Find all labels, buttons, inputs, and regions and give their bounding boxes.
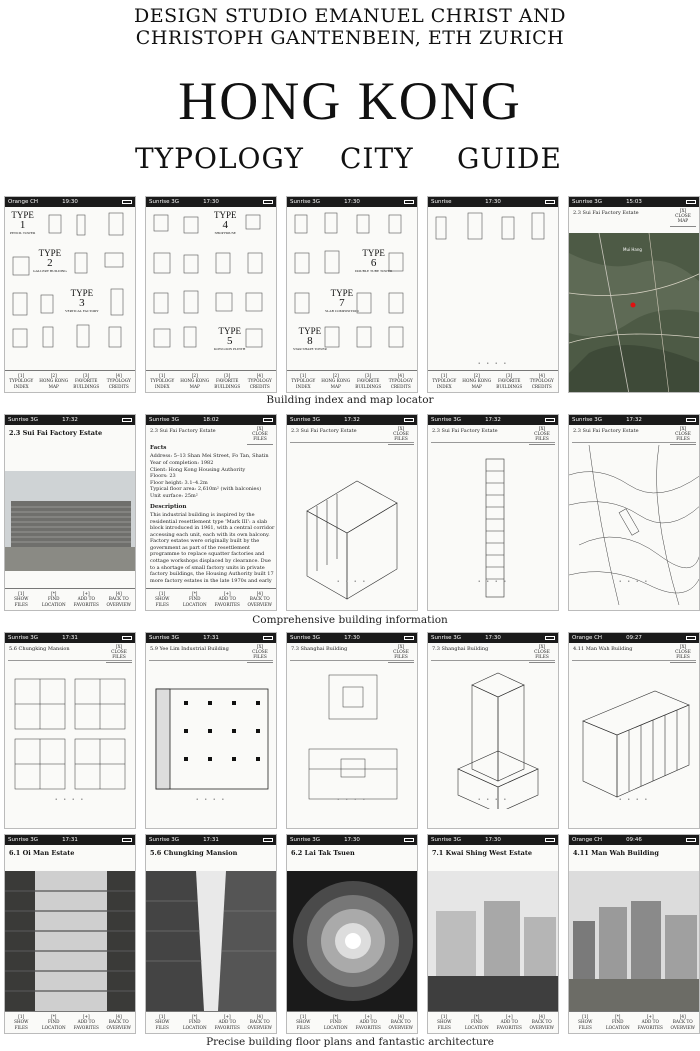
screen-title: 7.1 Kwai Shing West Estate xyxy=(432,849,532,857)
screen-title: 4.11 Man Wah Building xyxy=(573,646,633,652)
page-dots[interactable]: • • • • xyxy=(618,579,650,585)
tab-add-to-favorites[interactable]: [+] ADD TO FAVORITES xyxy=(637,1014,663,1030)
divider xyxy=(572,442,696,443)
phone-section-drawing xyxy=(427,414,559,611)
tab-hong-kong-map[interactable]: [2] HONG KONG MAP xyxy=(180,373,210,389)
close-files-button[interactable]: [X] CLOSE FILES xyxy=(247,645,273,663)
battery-icon xyxy=(263,636,273,640)
battery-icon xyxy=(686,200,696,204)
tab-favorite-buildings[interactable]: [3] FAVORITE BUILDINGS xyxy=(355,373,382,389)
battery-icon xyxy=(686,418,696,422)
tab-bar xyxy=(5,1011,135,1033)
battery-icon xyxy=(404,838,414,842)
phone-photo-oi-man xyxy=(4,834,136,1034)
type-label[interactable]: TYPE 2 GALLERY BUILDING xyxy=(33,248,67,273)
battery-icon xyxy=(545,838,555,842)
tab-back-to-overview[interactable]: [4] BACK TO OVERVIEW xyxy=(106,591,131,607)
screen-title: 6.1 Oi Man Estate xyxy=(9,849,75,857)
status-bar: Sunrise 3G 17:30 xyxy=(428,633,558,643)
tab-hong-kong-map[interactable]: [2] HONG KONG MAP xyxy=(321,373,351,389)
type-label[interactable]: TYPE 6 DOUBLE TUBE TOWER xyxy=(355,248,393,273)
phone-typology-index-2 xyxy=(145,196,277,393)
tab-bar xyxy=(287,1011,417,1033)
screen-title: 5.6 Chungking Mansion xyxy=(9,646,70,652)
tab-add-to-favorites[interactable]: [+] ADD TO FAVORITES xyxy=(496,1014,522,1030)
status-bar: Sunrise 3G 17:30 xyxy=(287,633,417,643)
facts-text: Facts Address: 5–13 Shan Mei Street, Fo Tan, Shatin Year of completion: 1982 Client: Hong Kong Housing Authority Floors: 23 Floor height: 3.1–4.2m Typical floor area: 2,610m² (with balconies) Unit surface: 25m² Description This industrial building is inspired by the residential resettlement type 'Mark III': a slab block introduced in 1961, with a central corridor accessing each unit, each with its own balcony. Factory estates were originally built by the government as part of the resettlement programme to replace squatter factories and cottage workshops displaced by clearance. Due to a shortage of small factory units in private factory buildings, the Housing Authority built 17 more factory estates in the late 1970s and early xyxy=(150,445,275,584)
building-photo xyxy=(5,471,135,571)
battery-icon xyxy=(404,636,414,640)
tab-find-location[interactable]: [*] FIND LOCATION xyxy=(41,1014,66,1030)
type-label[interactable]: TYPE 3 VERTICAL FACTORY xyxy=(65,288,99,313)
caption-row-2: Comprehensive building information xyxy=(252,614,448,626)
close-files-button[interactable]: [X] CLOSE FILES xyxy=(670,645,696,663)
tab-find-location[interactable]: [*] FIND LOCATION xyxy=(605,1014,630,1030)
status-bar: Sunrise 3G 17:30 xyxy=(287,197,417,207)
screen-title: 2.3 Sui Fai Factory Estate xyxy=(150,428,216,434)
page-dots[interactable]: • • • • xyxy=(195,797,227,803)
building-thumbnails[interactable] xyxy=(5,209,136,359)
page-dots[interactable]: • • • • xyxy=(336,579,368,585)
close-map-button[interactable]: [X] CLOSE MAP xyxy=(670,209,696,227)
tab-add-to-favorites[interactable]: [+] ADD TO FAVORITES xyxy=(214,1014,240,1030)
close-files-button[interactable]: [X] CLOSE FILES xyxy=(388,427,414,445)
type-label[interactable]: TYPE 4 SHOP HOUSE xyxy=(214,210,237,235)
screen-title: 2.3 Sui Fai Factory Estate xyxy=(291,428,357,434)
status-bar: Sunrise 3G 17:32 xyxy=(428,415,558,425)
tab-bar xyxy=(5,588,135,610)
subtitle-guide: GUIDE xyxy=(457,142,562,175)
phone-photo-kwai-shing xyxy=(427,834,559,1034)
building-photo xyxy=(146,871,276,1011)
phone-building-facts xyxy=(145,414,277,611)
phone-floor-plan-1 xyxy=(4,632,136,829)
page-dots[interactable]: • • • • xyxy=(477,579,509,585)
building-thumbnails[interactable] xyxy=(146,209,277,359)
status-bar: Sunrise 3G 15:03 xyxy=(569,197,699,207)
building-photo xyxy=(569,871,699,1011)
phone-photo-chungking xyxy=(145,834,277,1034)
tab-hong-kong-map[interactable]: [2] HONG KONG MAP xyxy=(462,373,492,389)
tab-bar xyxy=(146,370,276,392)
tab-add-to-favorites[interactable]: [+] ADD TO FAVORITES xyxy=(355,1014,381,1030)
battery-icon xyxy=(122,838,132,842)
satellite-map[interactable] xyxy=(569,233,700,393)
tab-bar xyxy=(428,370,558,392)
tab-typology-credits[interactable]: [4] TYPOLOGY CREDITS xyxy=(388,373,413,389)
tab-typology-credits[interactable]: [4] TYPOLOGY CREDITS xyxy=(247,373,272,389)
screen-title: 7.3 Shanghai Building xyxy=(432,646,489,652)
close-files-button[interactable]: [X] CLOSE FILES xyxy=(106,645,132,663)
divider xyxy=(290,442,414,443)
header-line-1: DESIGN STUDIO EMANUEL CHRIST AND xyxy=(134,5,566,27)
tab-show-files[interactable]: [1] SHOW FILES xyxy=(155,1014,170,1030)
phone-floor-plan-3 xyxy=(286,632,418,829)
phone-photo-man-wah xyxy=(568,834,700,1034)
floor-plan-drawing xyxy=(287,669,418,809)
phone-typology-index-3 xyxy=(286,196,418,393)
tab-show-files[interactable]: [1] SHOW FILES xyxy=(437,1014,452,1030)
building-photo xyxy=(428,871,558,1011)
divider xyxy=(431,660,555,661)
screen-title: 5.9 Yee Lim Industrial Building xyxy=(150,646,229,652)
status-bar: Orange CH 09:27 xyxy=(569,633,699,643)
map-place-label: Mui Hang xyxy=(623,247,642,252)
floor-plan-drawing xyxy=(5,669,136,809)
tab-favorite-buildings[interactable]: [3] FAVORITE BUILDINGS xyxy=(496,373,523,389)
screen-title: 4.11 Man Wah Building xyxy=(573,849,659,857)
page-dots[interactable]: • • • • xyxy=(54,797,86,803)
tab-typology-index[interactable]: [1] TYPOLOGY INDEX xyxy=(291,373,316,389)
building-photo xyxy=(287,871,417,1011)
floor-plan-drawing xyxy=(146,679,277,799)
status-bar: Orange CH 09:46 xyxy=(569,835,699,845)
screen-title: 5.6 Chungking Mansion xyxy=(150,849,238,857)
tab-back-to-overview[interactable]: [4] BACK TO OVERVIEW xyxy=(388,1014,413,1030)
tab-find-location[interactable]: [*] FIND LOCATION xyxy=(41,591,66,607)
screen-title: 2.3 Sui Fai Factory Estate xyxy=(9,429,103,437)
tab-bar xyxy=(146,1011,276,1033)
battery-icon xyxy=(545,200,555,204)
close-files-button[interactable]: [X] CLOSE FILES xyxy=(529,427,555,445)
building-thumbnails[interactable] xyxy=(428,209,559,269)
divider xyxy=(572,660,696,661)
battery-icon xyxy=(122,418,132,422)
tab-find-location[interactable]: [*] FIND LOCATION xyxy=(464,1014,489,1030)
tab-favorite-buildings[interactable]: [3] FAVORITE BUILDINGS xyxy=(214,373,241,389)
status-bar: Sunrise 3G 17:30 xyxy=(428,835,558,845)
tab-add-to-favorites[interactable]: [+] ADD TO FAVORITES xyxy=(214,591,240,607)
phone-site-plan xyxy=(568,414,700,611)
tab-find-location[interactable]: [*] FIND LOCATION xyxy=(323,1014,348,1030)
status-bar: Sunrise 3G 17:31 xyxy=(5,835,135,845)
phone-photo-lai-tak xyxy=(286,834,418,1034)
screen-title: 2.3 Sui Fai Factory Estate xyxy=(432,428,498,434)
phone-map-locator xyxy=(568,196,700,393)
building-photo xyxy=(5,871,135,1011)
phone-typology-index-1 xyxy=(4,196,136,393)
tab-find-location[interactable]: [*] FIND LOCATION xyxy=(182,591,207,607)
status-bar: Sunrise 17:30 xyxy=(428,197,558,207)
close-files-button[interactable]: [X] CLOSE FILES xyxy=(529,645,555,663)
battery-icon xyxy=(263,200,273,204)
status-bar: Sunrise 3G 17:30 xyxy=(287,835,417,845)
tab-show-files[interactable]: [1] SHOW FILES xyxy=(155,591,170,607)
caption-row-1: Building index and map locator xyxy=(266,394,434,406)
tab-show-files[interactable]: [1] SHOW FILES xyxy=(14,1014,29,1030)
tab-typology-index[interactable]: [1] TYPOLOGY INDEX xyxy=(432,373,457,389)
page-dots[interactable]: • • • • xyxy=(477,361,509,367)
divider xyxy=(149,660,273,661)
battery-icon xyxy=(404,200,414,204)
tab-typology-credits[interactable]: [4] TYPOLOGY CREDITS xyxy=(529,373,554,389)
tab-back-to-overview[interactable]: [4] BACK TO OVERVIEW xyxy=(529,1014,554,1030)
tab-typology-index[interactable]: [1] TYPOLOGY INDEX xyxy=(150,373,175,389)
page-dots[interactable]: • • • • xyxy=(618,797,650,803)
tab-typology-index[interactable]: [1] TYPOLOGY INDEX xyxy=(9,373,34,389)
battery-icon xyxy=(263,838,273,842)
battery-icon xyxy=(263,418,273,422)
subtitle-city: CITY xyxy=(340,142,414,175)
battery-icon xyxy=(686,636,696,640)
status-bar: Sunrise 3G 17:31 xyxy=(5,633,135,643)
tab-back-to-overview[interactable]: [4] BACK TO OVERVIEW xyxy=(106,1014,131,1030)
building-thumbnails[interactable] xyxy=(287,209,418,359)
status-bar: Sunrise 3G 17:31 xyxy=(146,633,276,643)
status-bar: Sunrise 3G 18:02 xyxy=(146,415,276,425)
tab-bar xyxy=(569,1011,699,1033)
tab-bar xyxy=(146,588,276,610)
phone-floor-plan-2 xyxy=(145,632,277,829)
tab-show-files[interactable]: [1] SHOW FILES xyxy=(578,1014,593,1030)
close-files-button[interactable]: [X] CLOSE FILES xyxy=(388,645,414,663)
status-bar: Sunrise 3G 17:32 xyxy=(287,415,417,425)
divider xyxy=(8,660,132,661)
tab-back-to-overview[interactable]: [4] BACK TO OVERVIEW xyxy=(670,1014,695,1030)
tab-find-location[interactable]: [*] FIND LOCATION xyxy=(182,1014,207,1030)
tab-back-to-overview[interactable]: [4] BACK TO OVERVIEW xyxy=(247,1014,272,1030)
caption-row-3: Precise building floor plans and fantastic architecture xyxy=(206,1036,494,1048)
tab-bar xyxy=(5,370,135,392)
divider xyxy=(290,660,414,661)
status-bar: Sunrise 3G 17:32 xyxy=(5,415,135,425)
status-bar: Sunrise 3G 17:30 xyxy=(146,197,276,207)
type-label[interactable]: TYPE 7 SLAB COMPOSITION xyxy=(325,288,359,313)
tab-add-to-favorites[interactable]: [+] ADD TO FAVORITES xyxy=(73,591,99,607)
status-bar: Sunrise 3G 17:32 xyxy=(569,415,699,425)
battery-icon xyxy=(122,636,132,640)
battery-icon xyxy=(545,636,555,640)
tab-favorite-buildings[interactable]: [3] FAVORITE BUILDINGS xyxy=(73,373,100,389)
tab-hong-kong-map[interactable]: [2] HONG KONG MAP xyxy=(39,373,69,389)
phone-axonometric-tower xyxy=(427,632,559,829)
subtitle-typology: TYPOLOGY xyxy=(135,142,304,175)
tab-bar xyxy=(428,1011,558,1033)
phone-axonometric-slab xyxy=(568,632,700,829)
page-dots[interactable]: • • • • xyxy=(336,797,368,803)
screen-title: 2.3 Sui Fai Factory Estate xyxy=(573,210,639,216)
phone-building-photo xyxy=(4,414,136,611)
axonometric-drawing xyxy=(569,669,700,809)
type-label[interactable]: TYPE 5 KOWLOON PLINTH xyxy=(214,326,246,351)
screen-title: 6.2 Lai Tak Tsuen xyxy=(291,849,355,857)
screen-title: 7.3 Shanghai Building xyxy=(291,646,348,652)
screen-title: 2.3 Sui Fai Factory Estate xyxy=(573,428,639,434)
tab-show-files[interactable]: [1] SHOW FILES xyxy=(14,591,29,607)
main-title: HONG KONG xyxy=(178,71,522,131)
battery-icon xyxy=(122,200,132,204)
phone-axonometric xyxy=(286,414,418,611)
close-files-button[interactable]: [X] CLOSE FILES xyxy=(670,427,696,445)
location-pin-icon xyxy=(631,303,636,308)
phone-typology-index-4 xyxy=(427,196,559,393)
tab-typology-credits[interactable]: [4] TYPOLOGY CREDITS xyxy=(106,373,131,389)
type-label[interactable]: TYPE 1 PENCIL TOWER xyxy=(10,210,36,235)
axonometric-drawing xyxy=(428,669,559,809)
header-line-2: CHRISTOPH GANTENBEIN, ETH ZURICH xyxy=(135,27,565,49)
tab-back-to-overview[interactable]: [4] BACK TO OVERVIEW xyxy=(247,591,272,607)
battery-icon xyxy=(545,418,555,422)
tab-add-to-favorites[interactable]: [+] ADD TO FAVORITES xyxy=(73,1014,99,1030)
divider xyxy=(431,442,555,443)
tab-bar xyxy=(287,370,417,392)
status-bar: Sunrise 3G 17:31 xyxy=(146,835,276,845)
tab-show-files[interactable]: [1] SHOW FILES xyxy=(296,1014,311,1030)
status-bar: Orange CH 19:30 xyxy=(5,197,135,207)
battery-icon xyxy=(404,418,414,422)
battery-icon xyxy=(686,838,696,842)
close-files-button[interactable]: [X] CLOSE FILES xyxy=(247,427,273,445)
type-label[interactable]: TYPE 8 STAR SHAPE TOWER xyxy=(293,326,327,351)
page-dots[interactable]: • • • • xyxy=(477,797,509,803)
